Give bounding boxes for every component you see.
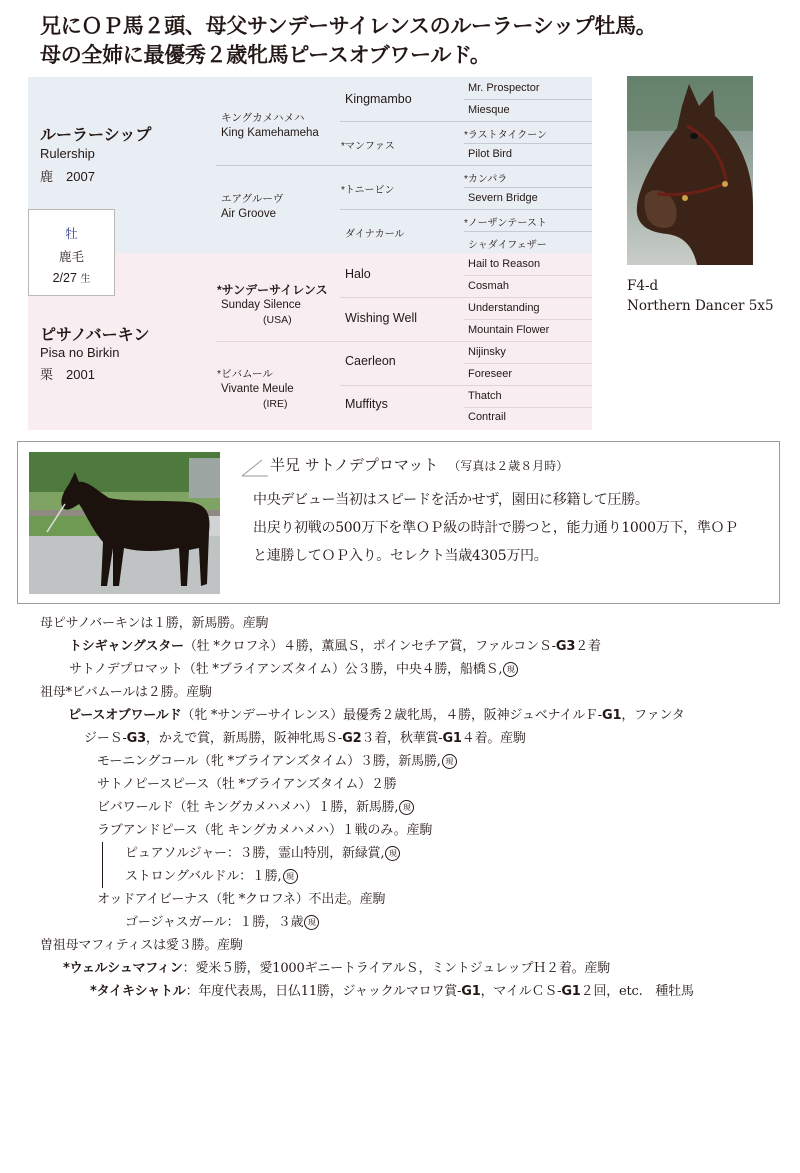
dam-name-en: Pisa no Birkin	[40, 345, 120, 360]
sibling-line-3: と連勝してＯＰ入り。セレクト当歳4305万円。	[253, 548, 548, 564]
family-line: トシギャングスター（牡 *クロフネ）４勝，薫風Ｓ，ポインセチア賞，ファルコンＳ-G3２着	[69, 639, 601, 654]
family-line: *タイキシャトル：年度代表馬，日仏11勝，ジャックルマロワ賞-G1，マイルＣＳ-G1２回，etc. 種牡馬	[90, 984, 694, 999]
divider	[464, 209, 592, 210]
pedigree-g4-6: Severn Bridge	[468, 192, 538, 204]
family-line: モーニングコール（牝 *ブライアンズタイム）３勝，新馬勝, 現	[40, 750, 780, 773]
divider	[464, 165, 592, 166]
inbreed-line-2: Northern Dancer 5x5	[627, 298, 774, 314]
foal-note	[627, 276, 774, 316]
headline-line-1: 兄にＯＰ馬２頭、母父サンデーサイレンスのルーラーシップ牡馬。	[40, 14, 657, 38]
sibling-line-2: 出戻り初戦の500万下を準ＯＰ級の時計で勝つと，能力通り1000万下，準ＯＰ	[253, 520, 738, 536]
family-line: サトノデプロマット（牡 *ブライアンズタイム）公３勝，中央４勝，船橋Ｓ, 現	[40, 658, 780, 681]
family-line: 曽祖母マフィティスは愛３勝。産駒	[40, 938, 243, 953]
divider	[464, 275, 592, 276]
divider	[464, 297, 592, 298]
sibling-line-1: 中央デビュー当初はスピードを活かせず，園田に移籍して圧勝。	[253, 492, 649, 508]
pedigree-g4-2: Miesque	[468, 104, 510, 116]
divider	[464, 143, 592, 144]
pedigree-g4-7: *ノーザンテースト	[464, 218, 547, 229]
divider	[216, 341, 340, 342]
divider	[464, 231, 592, 232]
family-line: ピュアソルジャー：３勝，霊山特別，新緑賞, 現	[40, 842, 780, 865]
divider	[340, 385, 464, 386]
pedigree-g3-1: Kingmambo	[345, 92, 412, 106]
pedigree-g4-11: Understanding	[468, 302, 540, 314]
pedigree-g2-1: キングカメハメハ King Kamehameha	[221, 112, 319, 139]
divider	[464, 121, 592, 122]
foal-photo	[627, 76, 753, 265]
divider	[340, 341, 464, 342]
sibling-title: 半兄 サトノデプロマット （写真は２歳８月時）	[270, 456, 569, 474]
dam-name: ピサノバーキン	[40, 327, 150, 344]
pedigree-g2-3: *サンデーサイレンス Sunday Silence (USA)	[217, 283, 328, 326]
family-line: ビバワールド（牡 キングカメハメハ）１勝，新馬勝, 現	[40, 796, 780, 819]
divider	[464, 99, 592, 100]
divider	[464, 319, 592, 320]
pedigree-g3-5: Halo	[345, 267, 371, 281]
divider	[464, 363, 592, 364]
pedigree-g4-10: Cosmah	[468, 280, 509, 292]
sire-info: 鹿 2007	[40, 169, 95, 184]
pedigree-g4-13: Nijinsky	[468, 346, 506, 358]
pedigree-table	[28, 77, 592, 430]
family-line: サトノピースピース（牡 *ブライアンズタイム）２勝	[97, 777, 397, 792]
foal-info-box	[28, 209, 115, 296]
pedigree-g4-9: Hail to Reason	[468, 258, 541, 270]
pedigree-g2-2: エアグルーヴ Air Groove	[221, 193, 284, 220]
pedigree-g4-14: Foreseer	[468, 368, 513, 380]
family-line: *ウェルシュマフィン：愛米５勝，愛1000ギニートライアルＳ，ミントジュレップＨ２着。産駒	[63, 961, 611, 976]
divider	[464, 187, 592, 188]
family-line: ピースオブワールド（牝 *サンデーサイレンス）最優秀２歳牝馬，４勝，阪神ジュベナイルＦ-G1，ファンタ	[68, 708, 685, 723]
family-line: オッドアイビーナス（牝 *クロフネ）不出走。産駒	[97, 892, 386, 907]
pedigree-g2-4: *ビバムール Vivante Meule (IRE)	[217, 368, 294, 410]
family-record	[40, 612, 780, 1003]
divider	[464, 341, 592, 342]
pedigree-g4-16: Contrail	[468, 411, 506, 423]
headline	[40, 12, 656, 70]
dam-info: 栗 2001	[40, 367, 95, 382]
pedigree-g3-4: ダイナカール	[345, 229, 405, 240]
sibling-title-slash	[240, 458, 270, 478]
foal-sex: 牡	[65, 227, 78, 241]
pedigree-g3-7: Caerleon	[345, 354, 396, 368]
divider	[464, 385, 592, 386]
divider	[340, 165, 464, 166]
family-line: 母ピサノバーキンは１勝，新馬勝。産駒	[40, 616, 269, 631]
foal-color: 鹿毛	[58, 250, 84, 264]
sire-name: ルーラーシップ	[40, 127, 152, 144]
pedigree-g4-4: Pilot Bird	[468, 148, 513, 160]
divider	[340, 297, 464, 298]
family-bracket	[102, 842, 103, 888]
sibling-photo	[29, 452, 220, 594]
family-line: ラブアンドピース（牝 キングカメハメハ）１戦のみ。産駒	[97, 823, 433, 838]
divider	[216, 165, 340, 166]
inbreed-line-1: F4-d	[627, 278, 659, 294]
pedigree-g3-2: *マンファス	[341, 141, 395, 152]
divider	[340, 209, 464, 210]
sire-name-en: Rulership	[40, 146, 95, 161]
pedigree-g4-15: Thatch	[468, 390, 502, 402]
pedigree-g3-8: Muffitys	[345, 397, 388, 411]
family-line: ジーＳ-G3，かえで賞，新馬勝，阪神牝馬Ｓ-G2３着，秋華賞-G1４着。産駒	[84, 731, 526, 746]
family-line: ストロングバルドル：１勝, 現	[40, 865, 780, 888]
pedigree-g4-3: *ラストタイクーン	[464, 130, 547, 141]
pedigree-g4-12: Mountain Flower	[468, 324, 550, 336]
pedigree-g4-1: Mr. Prospector	[468, 82, 540, 94]
sibling-text	[253, 486, 773, 570]
pedigree-g4-8: シャダイフェザー	[468, 240, 547, 251]
divider	[340, 121, 464, 122]
pedigree-g3-3: *トニービン	[341, 185, 395, 196]
family-line: ゴージャスガール：１勝，３歳 現	[40, 911, 780, 934]
divider	[464, 407, 592, 408]
pedigree-g3-6: Wishing Well	[345, 311, 418, 325]
pedigree-g4-5: *カンパラ	[464, 174, 508, 185]
foal-birth: 2/27 生	[52, 271, 91, 285]
headline-line-2: 母の全姉に最優秀２歳牝馬ピースオブワールド。	[40, 43, 491, 67]
family-line: 祖母*ビバムールは２勝。産駒	[40, 685, 212, 700]
